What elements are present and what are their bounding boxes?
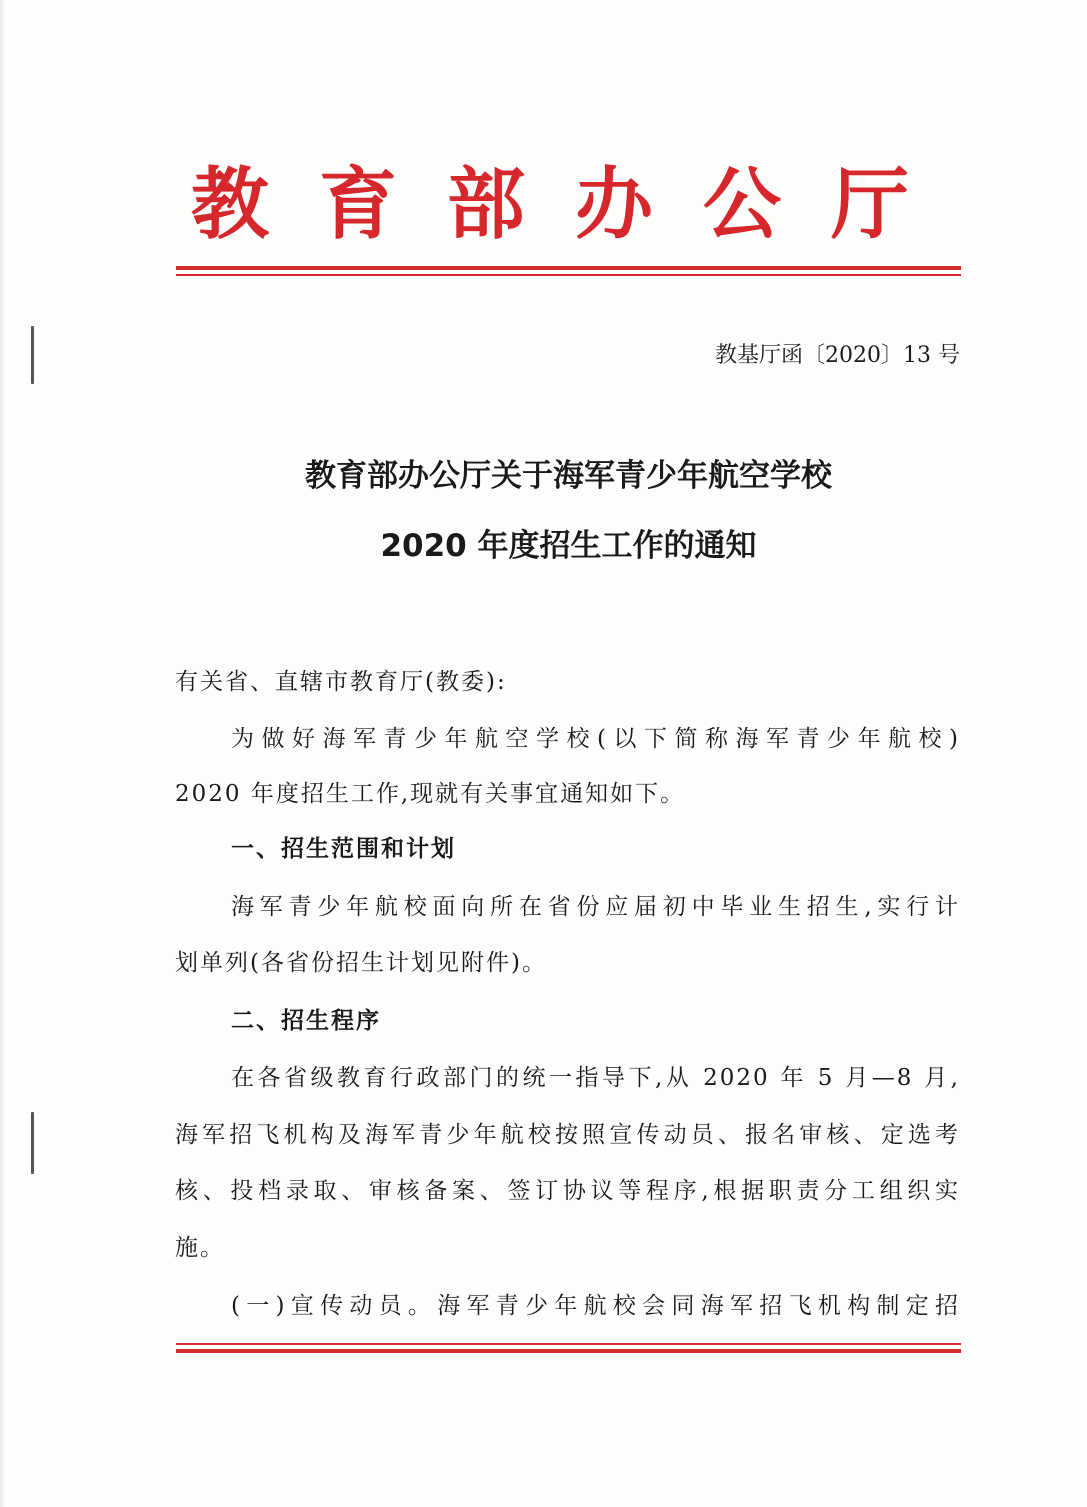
document-title-line1: 教育部办公厅关于海军青少年航空学校 <box>305 458 832 494</box>
masthead-char: 部 <box>446 160 525 250</box>
intro-line: 为做好海军青少年航空学校(以下简称海军青少年航校) <box>231 726 960 752</box>
paragraph-line: 在各省级教育行政部门的统一指导下,从 2020 年 5 月—8 月, <box>231 1065 960 1091</box>
masthead-char: 育 <box>318 160 397 250</box>
masthead-rule-thin <box>176 274 961 276</box>
masthead <box>190 160 910 250</box>
section-heading: 一、招生范围和计划 <box>231 836 456 862</box>
paragraph-line: 海军招飞机构及海军青少年航校按照宣传动员、报名审核、定选考 <box>175 1122 960 1148</box>
masthead-rule-thick <box>176 266 961 270</box>
binding-mark-top <box>31 326 34 384</box>
binding-mark-bottom <box>31 1112 34 1174</box>
section-heading: 二、招生程序 <box>231 1008 381 1034</box>
footer-rule-thick <box>176 1349 961 1353</box>
paragraph-line: 划单列(各省份招生计划见附件)。 <box>175 950 547 976</box>
masthead-char: 公 <box>702 160 781 250</box>
masthead-char: 厅 <box>830 160 909 250</box>
paragraph-line: (一)宣传动员。海军青少年航校会同海军招飞机构制定招 <box>231 1293 960 1319</box>
masthead-char: 教 <box>190 160 269 250</box>
paragraph-line: 海军青少年航校面向所在省份应届初中毕业生招生,实行计 <box>231 894 960 920</box>
salutation: 有关省、直辖市教育厅(教委): <box>175 669 507 695</box>
document-number: 教基厅函〔2020〕13 号 <box>715 343 960 368</box>
masthead-char: 办 <box>574 160 653 250</box>
scan-edge <box>0 0 6 1507</box>
document-title-line2: 2020 年度招生工作的通知 <box>380 528 757 564</box>
paragraph-line: 核、投档录取、审核备案、签订协议等程序,根据职责分工组织实 <box>175 1178 960 1204</box>
footer-rule-thin <box>176 1343 961 1345</box>
paragraph-line: 施。 <box>175 1235 225 1261</box>
intro-line: 2020 年度招生工作,现就有关事宜通知如下。 <box>175 781 686 807</box>
